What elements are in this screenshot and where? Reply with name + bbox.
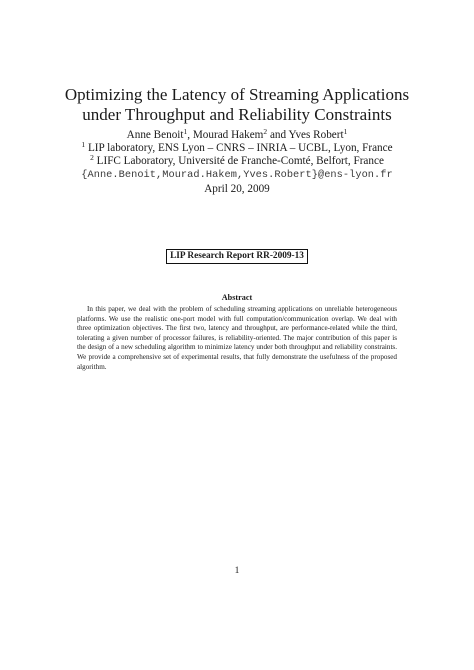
paper-title <box>0 85 474 125</box>
report-box-wrapper <box>0 245 474 264</box>
author-name: Yves Robert <box>288 129 344 141</box>
affiliation-1 <box>0 142 474 155</box>
title-line-1: Optimizing the Latency of Streaming Applications <box>64 85 410 104</box>
author-separator: , <box>187 129 193 141</box>
author-emails: {Anne.Benoit,Mourad.Hakem,Yves.Robert}@ens-lyon.fr <box>81 168 393 181</box>
author-name: Mourad Hakem <box>192 129 264 141</box>
affiliation-2 <box>0 155 474 168</box>
affiliation-marker: 2 <box>263 127 268 136</box>
affiliation-marker: 1 <box>81 140 86 150</box>
report-number-box: LIP Research Report RR-2009-13 <box>166 249 308 264</box>
abstract-heading: Abstract <box>221 293 253 302</box>
affiliation-marker: 1 <box>343 127 348 136</box>
affiliation-marker: 1 <box>183 127 188 136</box>
author-block <box>0 129 474 182</box>
title-line-2: under Throughput and Reliability Constraints <box>82 105 392 124</box>
author-name: Anne Benoit <box>126 129 184 141</box>
author-separator: and <box>267 129 289 141</box>
paper-date: April 20, 2009 <box>204 183 270 195</box>
affiliation-text: LIFC Laboratory, Université de Franche-Comté, Belfort, France <box>96 155 384 168</box>
abstract-text: In this paper, we deal with the problem of scheduling streaming applications on unreliable heterogeneous platforms. We use the realistic one-port model with full computation/communication overlap. We deal with three optimization objectives. The first two, latency and throughput, are performance-related while the third, tolerating a given number of processor failures, is reliability-oriented. The major contribution of this paper is the design of a new scheduling algorithm to minimize latency under both throughput and reliability constraints. We provide a comprehensive set of experimental results, that fully demonstrate the usefulness of the proposed algorithm. <box>77 305 397 371</box>
affiliation-text: LIP laboratory, ENS Lyon – CNRS – INRIA – UCBL, Lyon, France <box>87 142 393 155</box>
page-number: 1 <box>234 566 240 576</box>
author-list <box>0 129 474 142</box>
affiliation-marker: 2 <box>90 153 94 163</box>
